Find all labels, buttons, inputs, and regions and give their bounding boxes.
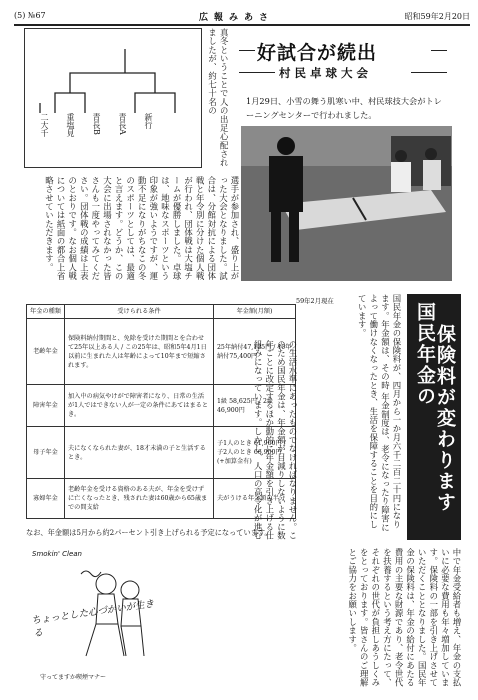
table-header: 年金額(月額) (214, 305, 296, 319)
article2-headline-banner (407, 294, 461, 540)
pension-type: 寡婦年金 (27, 479, 65, 519)
logo-footer: 守ってますか喫煙マナー (40, 674, 107, 681)
table-caption: 59年2月現在 (296, 297, 334, 305)
article2-text-b: 年金制度は、老令になったり障害によって働けなくなったとき、生活を保障することを目的にしています。 (357, 294, 391, 532)
pension-condition: 夫になくなられた妻が、18才未満の子と生活するとき。 (65, 427, 214, 479)
bracket-team-names (39, 113, 154, 157)
table-tennis-photo-icon (241, 126, 452, 281)
pension-amount: 夫がうける年金額の半分 (214, 479, 296, 519)
smoking-manners-illustration (26, 544, 156, 686)
issue-date: 昭和59年2月20日 (404, 12, 470, 21)
table-tennis-photo (241, 126, 452, 281)
pension-type: 老齢年金 (27, 319, 65, 385)
pension-type: 母子年金 (27, 427, 65, 479)
table-header: 受けられる条件 (65, 305, 214, 319)
pension-amount: 25年納付47,125円 / 40年納付75,400円 (214, 319, 296, 385)
team-name: 青長A (118, 113, 127, 135)
article2-text-a: 国民年金の保険料が、四月から一か月六千二百二十円になります。年金額は、その時 (380, 294, 402, 529)
headline-text: 好試合が続出 (257, 42, 378, 64)
page-number: (5) №67 (14, 11, 46, 20)
article1-column-b: 選手が参加され、盛り上がった大会となりました。試合は、分館対抗による団体戦と年令別に分けた個人戦が行われ、団体戦は大塩チームが優勝しました。卓球は、地味なスポーツという印象が強いようですが、運動不足になりがちなこの冬のスポーツとしては、最適と言えます。どうか、この大会に出場されなかった皆さんも一度やってみてください。団体戦の成績は上表のとおりです。なお個人戦については紙面の都合上省略させていただきます。 (44, 176, 240, 281)
article1-headline (239, 32, 447, 87)
newsletter-title: 広報みあさ (199, 13, 275, 23)
table-footnote: なお、年金額は5月から約2パーセント引き上げられる予定になっています。 (26, 528, 272, 537)
team-name: 青長B (92, 113, 101, 135)
article2-column-c: の生活水準にあったものでなければなりません。このため国民年金は、年金額が目減りしないように数年ごとに改定するほか動的に年金額を引き上げる仕組みになっています。しかし、人口の高令化が進む (253, 340, 298, 540)
team-name: 重塩見 (66, 113, 75, 137)
pension-condition: 加入中の病気やけがで障害者になり、日常の生活が1人ではできない人が一定の条件にあてはまるとき。 (65, 385, 214, 427)
header-rule (14, 24, 470, 26)
team-name: 二大千 (40, 113, 49, 137)
logo-script: ちょっとした心づかいが生きる (30, 598, 155, 640)
pension-type: 障害年金 (27, 385, 65, 427)
article1-lede: 1月29日、小雪の舞う肌寒い中、村民球技大会がトレーニングセンターで行われました。 (246, 96, 442, 120)
tournament-bracket (24, 28, 202, 168)
banner-line1: 国民年金の (414, 302, 436, 407)
pension-amount: 子1人のとき 61,900円 / 子2人のとき 66,900円 (+加算金有) (214, 427, 296, 479)
article1-column-a: 真冬ということで人の出足心配されましたが、約七十名の (207, 28, 230, 168)
subhead-rule-left (239, 72, 275, 73)
pension-condition: 老齢年金を受ける資格のある夫が、年金を受けずに亡くなったとき、残された妻は60歳から65歳までの間支給 (65, 479, 214, 519)
headline-rule-right (431, 50, 447, 51)
pension-amount: 1級 58,625円 / 2級 46,900円 (214, 385, 296, 427)
table-header-row (27, 305, 296, 319)
subhead-text: 村民卓球大会 (279, 66, 372, 80)
table-header: 年金の種類 (27, 305, 65, 319)
headline-rule-left (239, 50, 255, 51)
logo-title: Smokin' Clean (32, 550, 82, 558)
banner-line2: 保険料が変わります (434, 324, 456, 513)
article2-column-a (302, 294, 402, 534)
article2-column-d: 中で年金受給者も増え、年金の支払いに必要な費用も年々増加しています。保険料の一部を引き上げさせていただくこととなりました。国民年金の保険料は、年金の給付にあたる費用の主要な財源であり、老令世代を扶養するという考え方にたって、それぞれの世代が負担しあうしくみをとっております。皆さんのご理解とご協力をお願いします。 (347, 548, 462, 688)
page-header (14, 10, 470, 24)
subhead-rule-right (411, 72, 447, 73)
pension-condition: 保険料納付期間と、免除を受けた期間とを合わせて25年以上ある人 / この25年は、昭和5年4月1日以前に生まれた人は年齢によって10年まで短縮されます。 (65, 319, 214, 385)
team-name: 新行 (144, 113, 153, 129)
